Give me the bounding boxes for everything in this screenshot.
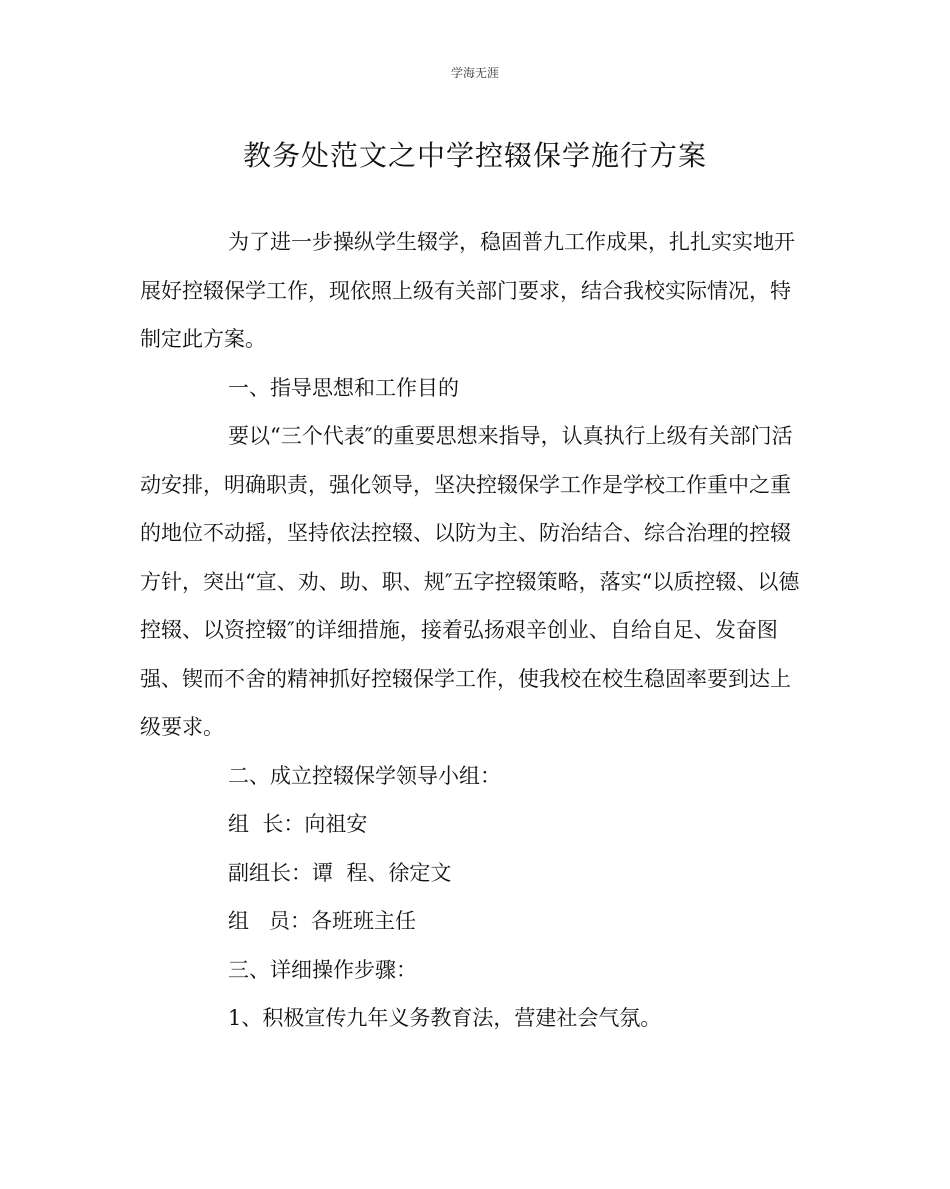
document-title: 教务处范文之中学控辍保学施行方案 (242, 139, 707, 172)
step-1-paragraph: 1、积极宣传九年义务教育法，营建社会气氛。 (228, 1006, 662, 1030)
page-header: 学海无涯 (450, 66, 499, 80)
document-body (140, 218, 810, 1043)
deputy-leader-line: 副组长：谭 程、徐定文 (228, 860, 452, 885)
guiding-thought-paragraph: 要以“三个代表″的重要思想来指导，认真执行上级有关部门活动安排，明确职责，强化领导，坚决控辍保学工作是学校工作重中之重的地位不动摇，坚持依法控辍、以防为主、防治结合、综合治理的控辍方针，突出“宣、劝、助、职、规″五字控辍策略，落实“以质控辍、以德控辍、以资控辍″的详细措施，接着弘扬艰辛创业、自给自足、发奋图强、锲而不舍的精神抓好控辍保学工作，使我校在校生稳固率要到达上级要求。 (140, 424, 800, 739)
section-heading-leadership-group: 二、成立控辍保学领导小组： (228, 763, 501, 788)
section-heading-steps: 三、详细操作步骤： (228, 957, 417, 982)
intro-paragraph: 为了进一步操纵学生辍学，稳固普九工作成果，扎扎实实地开展好控辍保学工作，现依照上级有关部门要求，结合我校实际情况，特制定此方案。 (140, 230, 795, 351)
group-members-line: 组 员：各班班主任 (228, 909, 417, 933)
group-leader-line: 组 长：向祖安 (228, 812, 368, 836)
section-heading-guiding-thought: 一、指导思想和工作目的 (228, 375, 459, 400)
